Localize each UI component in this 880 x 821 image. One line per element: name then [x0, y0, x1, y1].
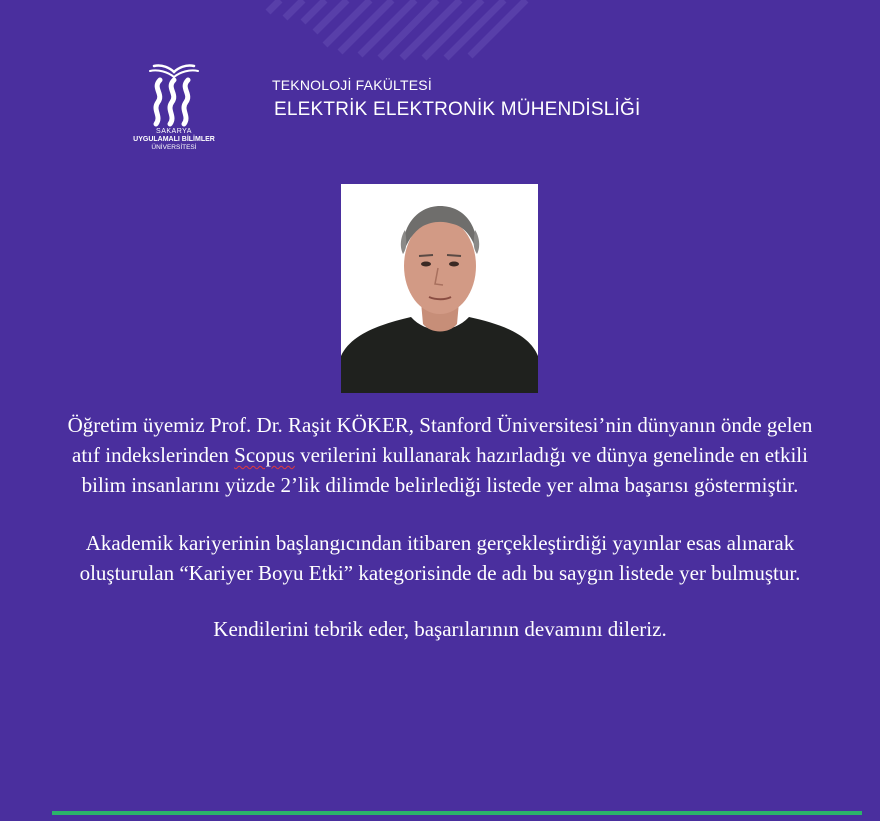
paragraph2-line1: Akademik kariyerinin başlangıcından itibaren gerçekleştirdiği yayınlar esas alınarak: [85, 531, 795, 555]
department-title: ELEKTRİK ELEKTRONİK MÜHENDİSLİĞİ: [274, 99, 641, 120]
announcement-paragraph-2: [0, 528, 880, 588]
bottom-accent-line: [52, 811, 862, 815]
logo-text-line3: ÜNİVERSİTESİ: [151, 144, 197, 151]
university-logo: [124, 62, 224, 166]
logo-text-line2: UYGULAMALI BİLİMLER: [133, 136, 215, 143]
faculty-title: TEKNOLOJİ FAKÜLTESİ: [272, 77, 432, 93]
logo-text-line1: SAKARYA: [156, 128, 192, 135]
paragraph2-line2: oluşturulan “Kariyer Boyu Etki” kategorisinde de adı bu saygın listede yer bulmuştur.: [79, 561, 801, 585]
university-emblem-icon: [144, 62, 204, 128]
paragraph1-line2: [0, 440, 880, 470]
announcement-paragraph-1: [0, 410, 880, 500]
announcement-paragraph-3: [0, 614, 880, 644]
paragraph1-line1: Öğretim üyemiz Prof. Dr. Raşit KÖKER, Stanford Üniversitesi’nin dünyanın önde gelen: [67, 413, 813, 437]
paragraph1-line3: bilim insanlarını yüzde 2’lik dilimde belirlediği listede yer alma başarısı göstermiştir.: [81, 473, 799, 497]
paragraph1-line2-start: atıf indekslerinden: [72, 443, 235, 467]
profile-photo: [341, 184, 538, 393]
paragraph3-line1: Kendilerini tebrik eder, başarılarının devamını dileriz.: [213, 617, 667, 641]
paragraph1-line2-end: verilerini kullanarak hazırladığı ve dünya genelinde en etkili: [294, 443, 808, 467]
scopus-term: Scopus: [234, 443, 295, 467]
